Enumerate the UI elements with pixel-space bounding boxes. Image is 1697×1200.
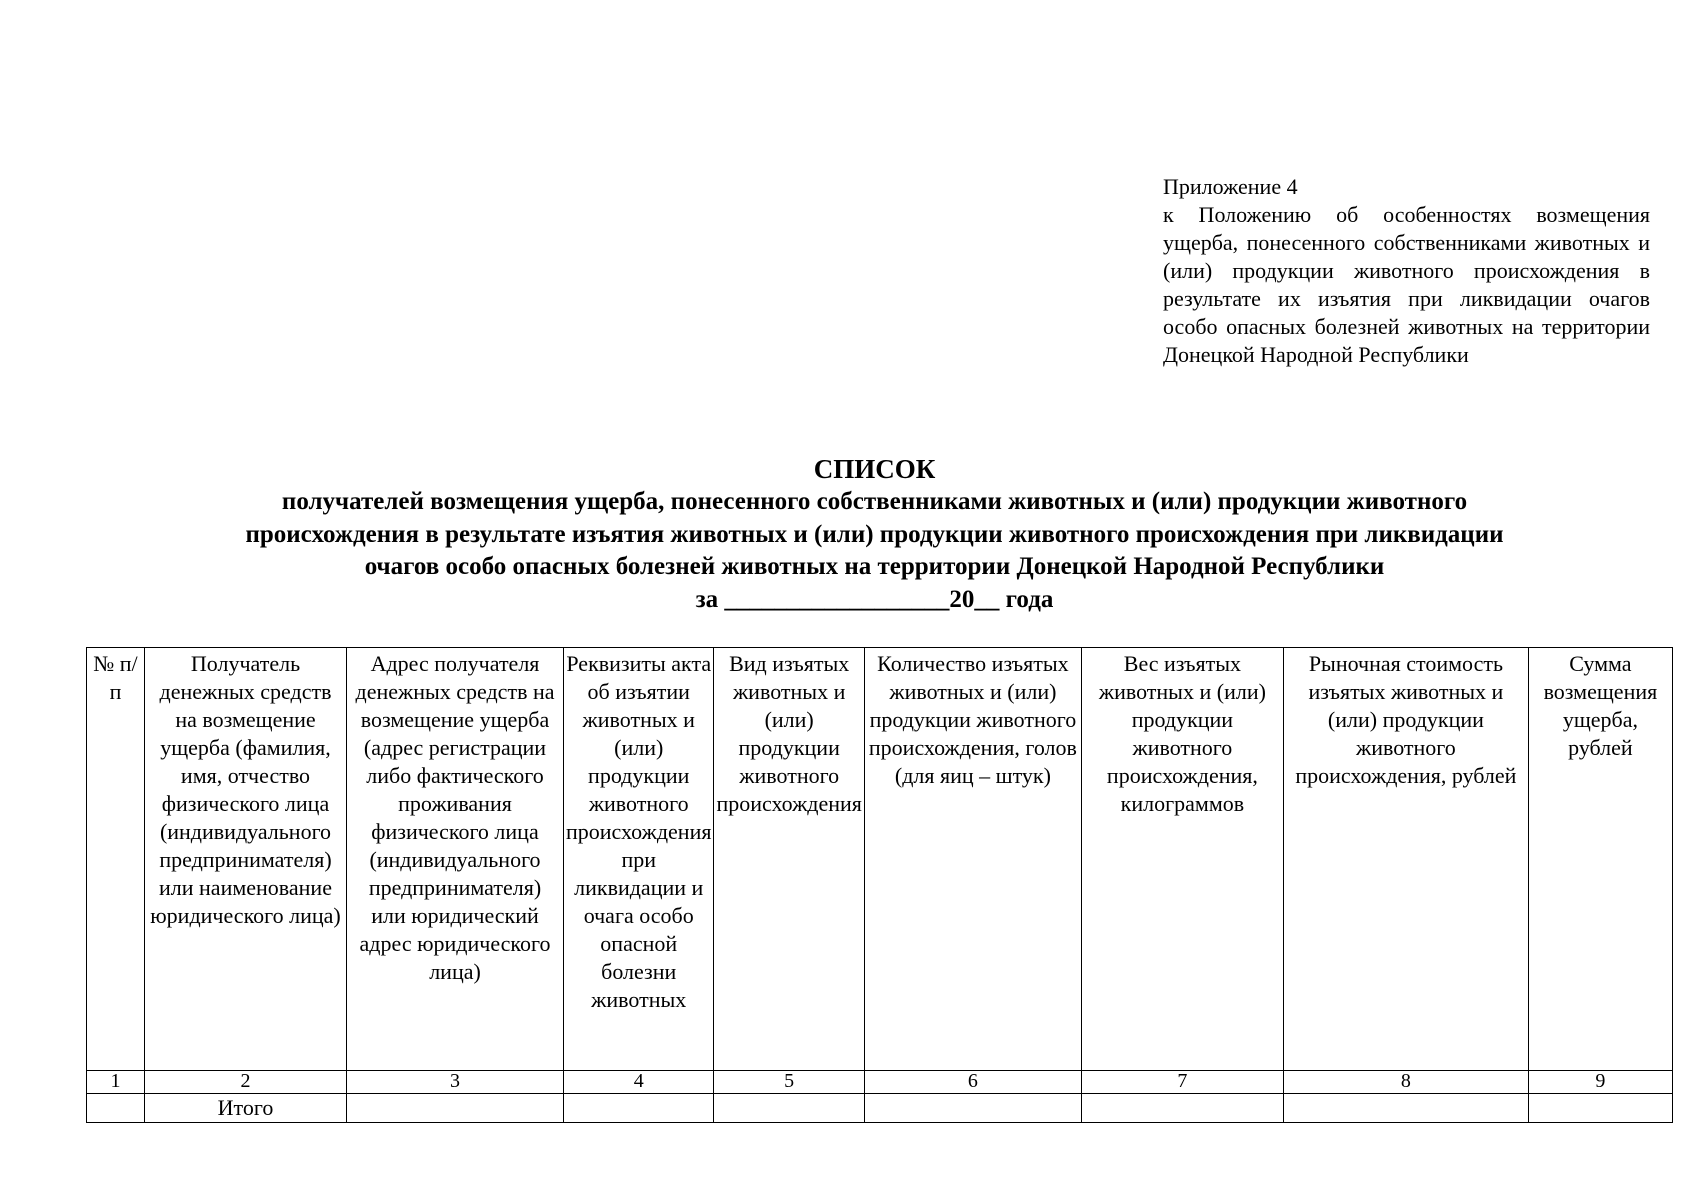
- appendix-title: Приложение 4: [1163, 174, 1298, 199]
- total-cell: [564, 1094, 714, 1123]
- column-number: 4: [564, 1071, 714, 1094]
- column-number: 5: [714, 1071, 864, 1094]
- total-cell: [1283, 1094, 1528, 1123]
- total-cell: [87, 1094, 145, 1123]
- column-number: 2: [145, 1071, 347, 1094]
- appendix-body: к Положению об особенностях возмещения ущерба, понесенного собственниками животных и (или) продукции животного происхождения в результате их изъятия при ликвидации очагов особо опасных болезней животных на территории Донецкой Народной Республики: [1163, 202, 1650, 367]
- total-cell: [864, 1094, 1081, 1123]
- column-number: 7: [1081, 1071, 1283, 1094]
- document-title: СПИСОК: [813, 454, 936, 484]
- total-cell: [714, 1094, 864, 1123]
- total-label: Итого: [145, 1094, 347, 1123]
- total-row: [87, 1094, 1673, 1123]
- table-header-row: [87, 648, 1673, 1071]
- document-heading: [100, 452, 1649, 616]
- total-cell: [347, 1094, 564, 1123]
- column-number: 9: [1528, 1071, 1672, 1094]
- recipients-table: [86, 647, 1673, 1123]
- column-number-row: [87, 1071, 1673, 1094]
- document-subtitle-line: получателей возмещения ущерба, понесенного собственниками животных и (или) продукции животного: [281, 488, 1468, 515]
- total-cell: [1528, 1094, 1672, 1123]
- column-number: 6: [864, 1071, 1081, 1094]
- column-number: 3: [347, 1071, 564, 1094]
- column-header-address: Адрес получателя денежных средств на возмещение ущерба (адрес регистрации либо фактического проживания физического лица (индивидуального предпринимателя) или юридический адрес юридического лица): [347, 648, 564, 1071]
- column-header-act-details: Реквизиты акта об изъятии животных и (или) продукции животного происхождения при ликвидации и очага особо опасной болезни животных: [564, 648, 714, 1071]
- column-number: 8: [1283, 1071, 1528, 1094]
- column-header-recipient: Получатель денежных средств на возмещение ущерба (фамилия, имя, отчество физического лица (индивидуального предпринимателя) или наименование юридического лица): [145, 648, 347, 1071]
- column-header-kind: Вид изъятых животных и (или) продукции животного происхождения: [714, 648, 864, 1071]
- total-cell: [1081, 1094, 1283, 1123]
- appendix-note: [1163, 173, 1650, 369]
- reporting-period: за __________________20__ года: [695, 585, 1054, 613]
- column-number: 1: [87, 1071, 145, 1094]
- column-header-market-value: Рыночная стоимость изъятых животных и (или) продукции животного происхождения, рублей: [1283, 648, 1528, 1071]
- document-subtitle-line: очагов особо опасных болезней животных на территории Донецкой Народной Республики: [364, 553, 1385, 580]
- column-header-compensation-sum: Сумма возмещения ущерба, рублей: [1528, 648, 1672, 1071]
- column-header-quantity: Количество изъятых животных и (или) продукции животного происхождения, голов (для яиц – штук): [864, 648, 1081, 1071]
- column-header-number: № п/п: [87, 648, 145, 1071]
- column-header-weight: Вес изъятых животных и (или) продукции животного происхождения, килограммов: [1081, 648, 1283, 1071]
- document-subtitle-line: происхождения в результате изъятия животных и (или) продукции животного происхождения при ликвидации: [245, 520, 1504, 548]
